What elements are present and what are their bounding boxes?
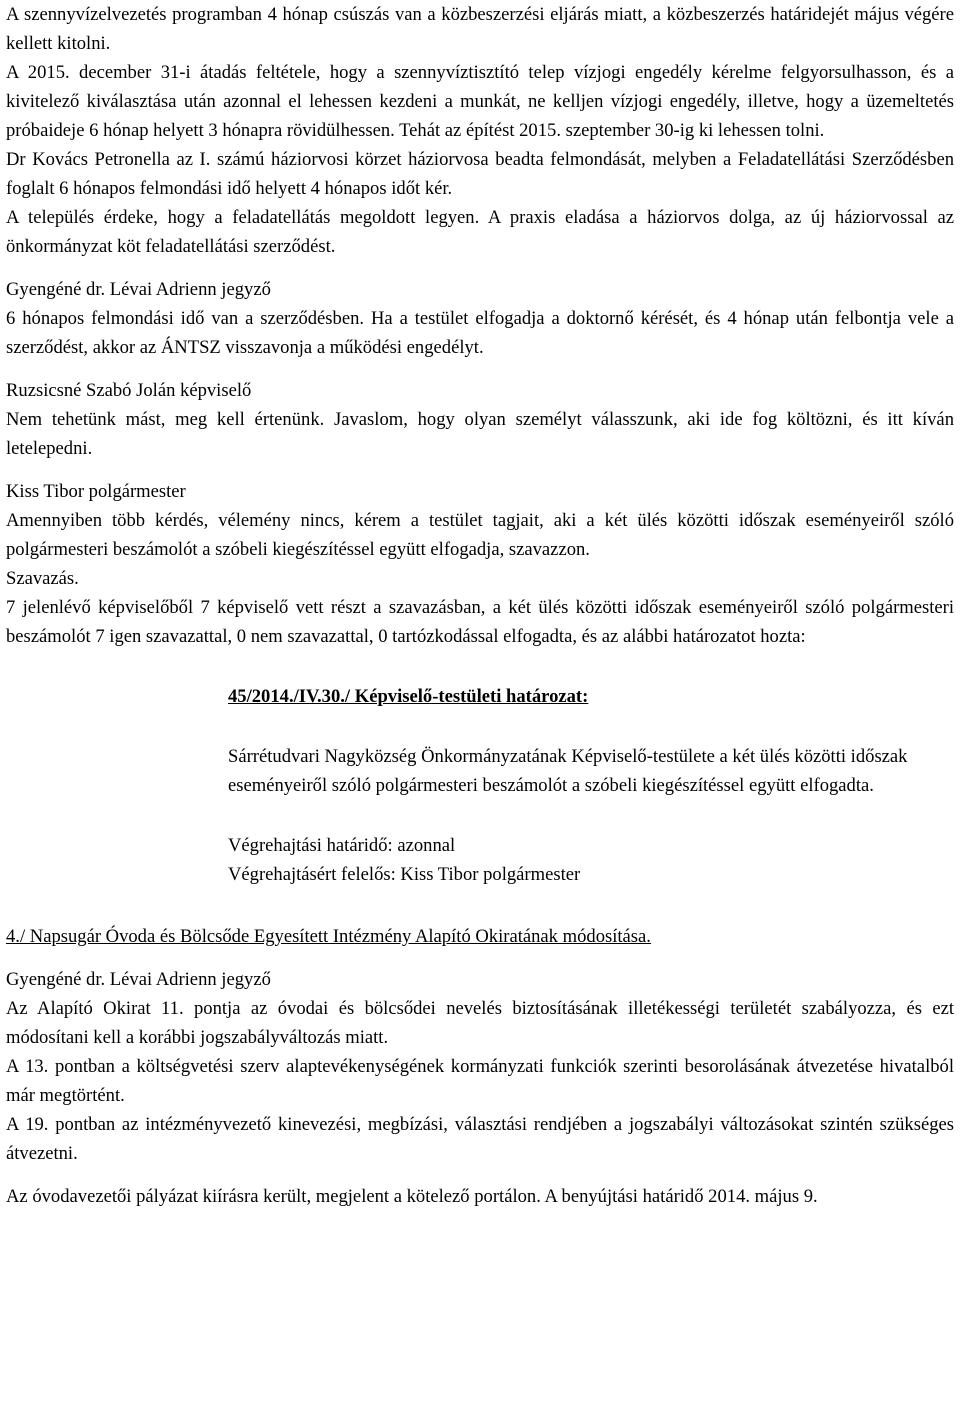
paragraph-vote-result: 7 jelenlévő képviselőből 7 képviselő vett részt a szavazásban, a két ülés közötti időszak eseményeiről szóló polgármesteri beszámolót 7 igen szavazattal, 0 nem szavazattal, 0 tartózkodással elfogadta, és az alábbi határozatot hozta:	[6, 597, 954, 647]
speaker-representative: Ruzsicsné Szabó Jolán képviselő	[6, 380, 252, 401]
paragraph-settlement-interest: A település érdeke, hogy a feladatellátás megoldott legyen. A praxis eladása a háziorvos dolga, az új háziorvossal az önkormányzat köt feladatellátási szerződést.	[6, 207, 954, 257]
paragraph-voting: Szavazás.	[6, 568, 79, 589]
speaker-notary-2: Gyengéné dr. Lévai Adrienn jegyző	[6, 969, 271, 990]
resolution-deadline: Végrehajtási határidő: azonnal	[228, 835, 456, 856]
paragraph-notice-period: 6 hónapos felmondási idő van a szerződésben. Ha a testület elfogadja a doktornő kérését, és 4 hónap után felbontja vele a szerződést, akkor az ÁNTSZ visszavonja a működési engedélyt.	[6, 308, 954, 358]
paragraph-sewage-delay: A szennyvízelvezetés programban 4 hónap csúszás van a közbeszerzési eljárás miatt, a közbeszerzés határidejét május végére kellett kitolni.	[6, 4, 954, 54]
paragraph-vote-call: Amennyiben több kérdés, vélemény nincs, kérem a testület tagjait, aki a két ülés közötti időszak eseményeiről szóló polgármesteri beszámolót a szóbeli kiegészítéssel együtt elfogadja, szavazzon.	[6, 510, 954, 560]
paragraph-proposal: Nem tehetünk mást, meg kell értenünk. Javaslom, hogy olyan személyt válasszunk, aki ide fog költözni, és itt kíván letelepedni.	[6, 409, 954, 459]
paragraph-handover-conditions: A 2015. december 31-i átadás feltétele, hogy a szennyvíztisztító telep vízjogi engedély kérelme felgyorsulhasson, és a kivitelező kiválasztása után azonnal el lehessen kezdeni a munkát, ne kelljen vízjogi engedély, illetve, hogy a üzemeltetés próbaideje 6 hónap helyett 3 hónapra rövidülhessen. Tehát az építést 2015. szeptember 30-ig ki lehessen tolni.	[6, 62, 954, 141]
agenda-item-4-title: 4./ Napsugár Óvoda és Bölcsőde Egyesített Intézmény Alapító Okiratának módosítása.	[6, 926, 651, 947]
paragraph-charter-point-11: Az Alapító Okirat 11. pontja az óvodai és bölcsődei nevelés biztosításának illetékességi területét szabályozza, és ezt módosítani kell a korábbi jogszabályváltozás miatt.	[6, 998, 954, 1048]
resolution-text: Sárrétudvari Nagyközség Önkormányzatának Képviselő-testülete a két ülés közötti időszak eseményeiről szóló polgármesteri beszámolót a szóbeli kiegészítéssel együtt elfogadta.	[228, 746, 908, 796]
speaker-notary: Gyengéné dr. Lévai Adrienn jegyző	[6, 279, 271, 300]
paragraph-doctor-resignation: Dr Kovács Petronella az I. számú háziorvosi körzet háziorvosa beadta felmondását, melyben a Feladatellátási Szerződésben foglalt 6 hónapos felmondási idő helyett 4 hónapos időt kér.	[6, 149, 954, 199]
resolution-title: 45/2014./IV.30./ Képviselő-testületi határozat:	[228, 686, 589, 707]
resolution-responsible: Végrehajtásért felelős: Kiss Tibor polgármester	[228, 864, 581, 885]
speaker-mayor: Kiss Tibor polgármester	[6, 481, 186, 502]
paragraph-charter-point-19: A 19. pontban az intézményvezető kinevezési, megbízási, választási rendjében a jogszabályi változásokat szintén szükséges átvezetni.	[6, 1114, 954, 1164]
paragraph-charter-point-13: A 13. pontban a költségvetési szerv alaptevékenységének kormányzati funkciók szerinti besorolásának átvezetése hivatalból már megtörtént.	[6, 1056, 954, 1106]
paragraph-tender: Az óvodavezetői pályázat kiírásra került, megjelent a kötelező portálon. A benyújtási határidő 2014. május 9.	[6, 1186, 818, 1207]
